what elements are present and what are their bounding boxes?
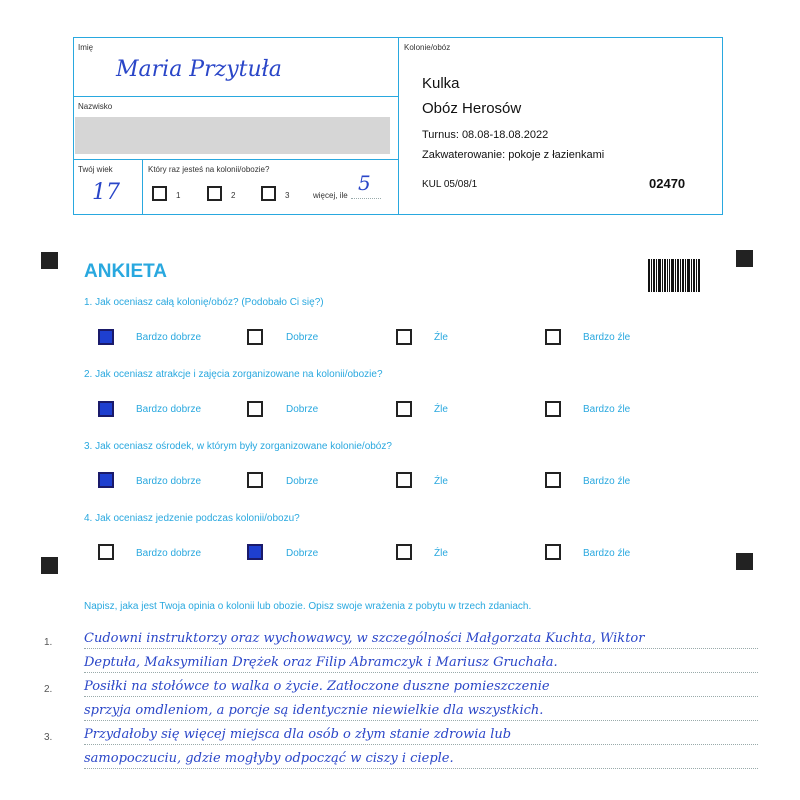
- form-number: 02470: [649, 176, 686, 191]
- q1-option-4-checkbox[interactable]: [545, 329, 561, 345]
- nazwisko-label: Nazwisko: [78, 102, 113, 111]
- q1-option-1-checkbox[interactable]: [98, 329, 114, 345]
- raz-option-1: 1: [176, 191, 181, 200]
- q2-option-4-checkbox[interactable]: [545, 401, 561, 417]
- q3-option-4-checkbox[interactable]: [545, 472, 561, 488]
- barcode: [648, 259, 700, 292]
- q3-option-2-label: Dobrze: [286, 476, 319, 487]
- q4-option-3-label: Źle: [434, 548, 448, 559]
- q3-option-1-checkbox[interactable]: [98, 472, 114, 488]
- camp-code: KUL 05/08/1: [422, 179, 478, 190]
- question-3: 3. Jak oceniasz ośrodek, w którym były zorganizowane kolonie/obóz?: [84, 441, 392, 452]
- zakwaterowanie: Zakwaterowanie: pokoje z łazienkami: [422, 149, 605, 161]
- header-row-divider-1: [73, 96, 398, 97]
- opinion-line-2[interactable]: Deptuła, Maksymilian Drężek oraz Filip Abramczyk i Mariusz Gruchała.: [84, 655, 558, 670]
- kolonie-label: Kolonie/obóz: [404, 43, 451, 52]
- raz-option-3: 3: [285, 191, 290, 200]
- opinion-dotline: [84, 768, 758, 769]
- q4-option-1-checkbox[interactable]: [98, 544, 114, 560]
- q1-option-2-checkbox[interactable]: [247, 329, 263, 345]
- opinion-dotline: [84, 648, 758, 649]
- q4-option-2-label: Dobrze: [286, 548, 319, 559]
- camp-title: Obóz Herosów: [422, 100, 522, 117]
- wiecej-value[interactable]: 5: [358, 171, 371, 195]
- header-row-divider-2: [73, 159, 398, 160]
- q2-option-1-label: Bardzo dobrze: [136, 404, 202, 415]
- q3-option-1-label: Bardzo dobrze: [136, 476, 202, 487]
- question-2: 2. Jak oceniasz atrakcje i zajęcia zorganizowane na kolonii/obozie?: [84, 369, 383, 380]
- wiek-value[interactable]: 17: [92, 180, 120, 205]
- question-4: 4. Jak oceniasz jedzenie podczas kolonii/obozu?: [84, 513, 300, 524]
- q2-option-3-label: Źle: [434, 404, 448, 415]
- opinion-dotline: [84, 744, 758, 745]
- opinion-line-3[interactable]: Posiłki na stołówce to walka o życie. Zatłoczone duszne pomieszczenie: [84, 679, 550, 694]
- q2-option-2-checkbox[interactable]: [247, 401, 263, 417]
- q1-option-3-label: Źle: [434, 332, 448, 343]
- camp-name: Kulka: [422, 75, 460, 92]
- question-1: 1. Jak oceniasz całą kolonię/obóz? (Podobało Ci się?): [84, 297, 324, 308]
- opinion-number-2: 2.: [44, 684, 53, 695]
- age-divider: [142, 159, 143, 215]
- q1-option-3-checkbox[interactable]: [396, 329, 412, 345]
- opinion-dotline: [84, 720, 758, 721]
- q2-option-2-label: Dobrze: [286, 404, 319, 415]
- opinion-line-1[interactable]: Cudowni instruktorzy oraz wychowawcy, w szczególności Małgorzata Kuchta, Wiktor: [84, 631, 645, 646]
- ktory-raz-label: Który raz jesteś na kolonii/obozie?: [148, 165, 270, 174]
- survey-title: ANKIETA: [84, 261, 168, 282]
- q4-option-3-checkbox[interactable]: [396, 544, 412, 560]
- raz-checkbox-1[interactable]: [152, 186, 167, 201]
- opinion-line-5[interactable]: Przydałoby się więcej miejsca dla osób o złym stanie zdrowia lub: [84, 727, 512, 742]
- q1-option-1-label: Bardzo dobrze: [136, 332, 202, 343]
- opinion-prompt: Napisz, jaka jest Twoja opinia o kolonii lub obozie. Opisz swoje wrażenia z pobytu w trzech zdaniach.: [84, 601, 532, 612]
- nazwisko-redacted: [75, 117, 390, 154]
- opinion-line-6[interactable]: samopoczuciu, gdzie mogłyby odpocząć w ciszy i cieple.: [84, 751, 454, 766]
- q3-option-3-checkbox[interactable]: [396, 472, 412, 488]
- wiecej-dotline: [351, 198, 381, 199]
- raz-checkbox-2[interactable]: [207, 186, 222, 201]
- q3-option-3-label: Źle: [434, 476, 448, 487]
- q1-option-2-label: Dobrze: [286, 332, 319, 343]
- imie-label: Imię: [78, 43, 94, 52]
- opinion-dotline: [84, 672, 758, 673]
- imie-value[interactable]: Maria Przytuła: [116, 57, 282, 82]
- registration-marker: [41, 557, 58, 574]
- wiecej-label: więcej, ile: [313, 191, 348, 200]
- q4-option-4-label: Bardzo źle: [583, 548, 631, 559]
- opinion-number-3: 3.: [44, 732, 53, 743]
- registration-marker: [736, 553, 753, 570]
- registration-marker: [41, 252, 58, 269]
- q4-option-2-checkbox[interactable]: [247, 544, 263, 560]
- q2-option-3-checkbox[interactable]: [396, 401, 412, 417]
- raz-checkbox-3[interactable]: [261, 186, 276, 201]
- opinion-number-1: 1.: [44, 637, 53, 648]
- turnus: Turnus: 08.08-18.08.2022: [422, 129, 549, 141]
- q3-option-2-checkbox[interactable]: [247, 472, 263, 488]
- q1-option-4-label: Bardzo źle: [583, 332, 631, 343]
- wiek-label: Twój wiek: [78, 165, 113, 174]
- header-divider: [398, 37, 399, 215]
- q4-option-4-checkbox[interactable]: [545, 544, 561, 560]
- q2-option-1-checkbox[interactable]: [98, 401, 114, 417]
- raz-option-2: 2: [231, 191, 236, 200]
- q3-option-4-label: Bardzo źle: [583, 476, 631, 487]
- q2-option-4-label: Bardzo źle: [583, 404, 631, 415]
- opinion-dotline: [84, 696, 758, 697]
- q4-option-1-label: Bardzo dobrze: [136, 548, 202, 559]
- opinion-line-4[interactable]: sprzyja omdleniom, a porcje są identycznie niewielkie dla wszystkich.: [84, 703, 544, 718]
- registration-marker: [736, 250, 753, 267]
